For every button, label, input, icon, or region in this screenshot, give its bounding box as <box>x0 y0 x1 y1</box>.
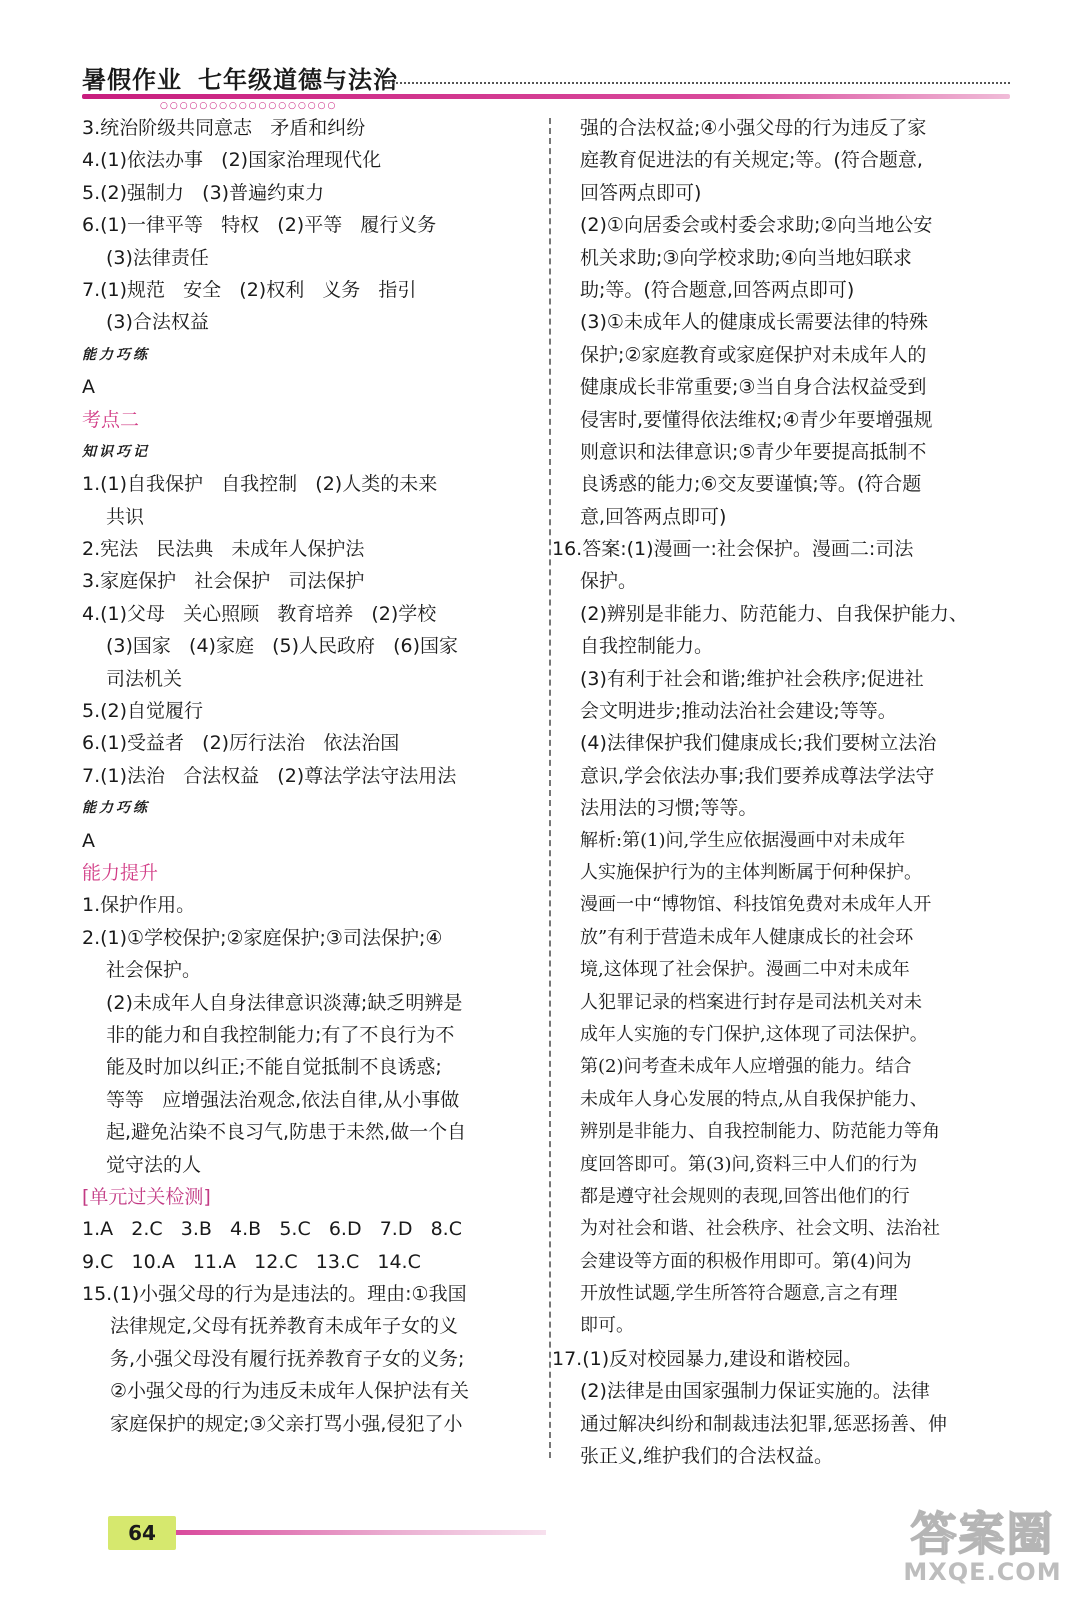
answer-line: 1.A 2.C 3.B 4.B 5.C 6.D 7.D 8.C <box>82 1218 462 1241</box>
answer-line: (3)①未成年人的健康成长需要法律的特殊 <box>580 311 928 334</box>
answer-line: 知识巧记 <box>82 443 150 460</box>
answer-line: 考点二 <box>82 408 140 431</box>
header-accent-bar <box>82 94 1010 99</box>
answer-line: 保护。 <box>580 570 638 593</box>
answer-line: 会文明进步;推动法治社会建设;等等。 <box>580 700 897 723</box>
answer-line: 17.(1)反对校园暴力,建设和谐校园。 <box>552 1347 863 1370</box>
answer-line: 强的合法权益;④小强父母的行为违反了家 <box>580 117 927 139</box>
answer-line: 能力提升 <box>82 861 159 884</box>
right-answer-column <box>552 112 1042 1472</box>
answer-line: 即可。 <box>580 1315 634 1337</box>
answer-line: (2)法律是由国家强制力保证实施的。法律 <box>580 1380 930 1403</box>
answer-line: 漫画一中“博物馆、科技馆免费对未成年人开 <box>580 894 932 916</box>
footer-accent-bar <box>176 1530 546 1535</box>
answer-line: 能及时加以纠正;不能自觉抵制不良诱惑; <box>106 1056 442 1079</box>
answer-line: 法用法的习惯;等等。 <box>580 797 758 820</box>
column-divider <box>549 118 551 1458</box>
answer-line: 7.(1)规范 安全 (2)权利 义务 指引 <box>82 278 417 301</box>
header-bead-decoration: ○○○○○○○○○○○○○○○○○○ <box>160 101 338 111</box>
answer-line: 2.(1)①学校保护;②家庭保护;③司法保护;④ <box>82 926 443 949</box>
answer-line: 司法机关 <box>106 667 183 690</box>
answer-line: (3)国家 (4)家庭 (5)人民政府 (6)国家 <box>106 635 459 658</box>
answer-line: 2.宪法 民法典 未成年人保护法 <box>82 538 365 561</box>
answer-line: 16.答案:(1)漫画一:社会保护。漫画二:司法 <box>552 538 914 561</box>
answer-line: 4.(1)父母 关心照顾 教育培养 (2)学校 <box>82 602 437 625</box>
answer-line: (4)法律保护我们健康成长;我们要树立法治 <box>580 732 937 755</box>
answer-line: 能力巧练 <box>82 346 150 363</box>
answer-line: 社会保护。 <box>106 959 202 982</box>
answer-line: ②小强父母的行为违反未成年人保护法有关 <box>110 1380 470 1403</box>
answer-line: 法律规定,父母有抚养教育未成年子女的义 <box>110 1315 459 1338</box>
answer-line: (2)①向居委会或村委会求助;②向当地公安 <box>580 214 933 237</box>
answer-line: 1.保护作用。 <box>82 894 196 917</box>
answer-line: 9.C 10.A 11.A 12.C 13.C 14.C <box>82 1250 421 1273</box>
answer-line: [单元过关检测] <box>82 1185 211 1208</box>
answer-line: (3)法律责任 <box>106 246 209 269</box>
answer-line: 4.(1)依法办事 (2)国家治理现代化 <box>82 149 382 172</box>
answer-line: 会建设等方面的积极作用即可。第(4)问为 <box>580 1250 912 1272</box>
answer-line: 家庭保护的规定;③父亲打骂小强,侵犯了小 <box>110 1412 463 1435</box>
watermark-logo-text: 答案圈 <box>910 1507 1055 1561</box>
answer-line: 意识,学会依法办事;我们要养成尊法学法守 <box>580 764 935 787</box>
answer-line: 开放性试题,学生所答符合题意,言之有理 <box>580 1283 898 1305</box>
answer-line: 3.统治阶级共同意志 矛盾和纠纷 <box>82 117 366 139</box>
answer-line: 机关求助;③向学校求助;④向当地妇联求 <box>580 246 912 269</box>
answer-line: A <box>82 829 95 852</box>
answer-line: 15.(1)小强父母的行为是违法的。理由:①我国 <box>82 1283 467 1306</box>
answer-line: 1.(1)自我保护 自我控制 (2)人类的未来 <box>82 473 438 496</box>
answer-line: 3.家庭保护 社会保护 司法保护 <box>82 570 365 593</box>
answer-line: 放”有利于营造未成年人健康成长的社会环 <box>580 926 914 948</box>
answer-line: 则意识和法律意识;⑤青少年要提高抵制不 <box>580 440 927 463</box>
watermark-logo <box>895 1507 1070 1590</box>
answer-line: (2)辨别是非能力、防范能力、自我保护能力、 <box>580 602 968 625</box>
answer-line: (2)未成年人自身法律意识淡薄;缺乏明辨是 <box>106 991 463 1014</box>
answer-line: 务,小强父母没有履行抚养教育子女的义务; <box>110 1347 465 1370</box>
page-number: 64 <box>108 1516 176 1550</box>
answer-line: 人犯罪记录的档案进行封存是司法机关对未 <box>580 991 922 1013</box>
answer-line: 7.(1)法治 合法权益 (2)尊法学法守法用法 <box>82 764 457 787</box>
answer-line: 自我控制能力。 <box>580 635 714 658</box>
answer-line: 6.(1)一律平等 特权 (2)平等 履行义务 <box>82 214 437 237</box>
answer-line: A <box>82 376 95 399</box>
answer-line: (3)有利于社会和谐;维护社会秩序;促进社 <box>580 667 924 690</box>
answer-line: 回答两点即可) <box>580 181 702 204</box>
header-dotted-rule <box>385 82 1010 84</box>
answer-line: 健康成长非常重要;③当自身合法权益受到 <box>580 376 927 399</box>
answer-line: 庭教育促进法的有关规定;等。(符合题意, <box>580 149 923 172</box>
answer-line: 5.(2)自觉履行 <box>82 700 204 723</box>
answer-line: 人实施保护行为的主体判断属于何种保护。 <box>580 861 922 883</box>
answer-line: 为对社会和谐、社会秩序、社会文明、法治社 <box>580 1218 940 1240</box>
answer-line: 能力巧练 <box>82 800 150 817</box>
answer-line: (3)合法权益 <box>106 311 209 334</box>
answer-line: 共识 <box>106 505 145 528</box>
page-header-title <box>82 60 398 95</box>
answer-line: 张正义,维护我们的合法权益。 <box>580 1445 834 1468</box>
header-subject-name: 七年级道德与法治 <box>198 66 398 94</box>
header-series-name: 暑假作业 <box>82 66 182 94</box>
answer-line: 境,这体现了社会保护。漫画二中对未成年 <box>580 959 910 981</box>
answer-line: 良诱惑的能力;⑥交友要谨慎;等。(符合题 <box>580 473 922 496</box>
answer-line: 助;等。(符合题意,回答两点即可) <box>580 278 855 301</box>
answer-line: 未成年人身心发展的特点,从自我保护能力、 <box>580 1088 928 1110</box>
answer-line: 侵害时,要懂得依法维权;④青少年要增强规 <box>580 408 933 431</box>
watermark-logo-url: MXQE.COM <box>903 1558 1062 1586</box>
answer-line: 解析:第(1)问,学生应依据漫画中对未成年 <box>580 829 906 851</box>
answer-line: 起,避免沾染不良习气,防患于未然,做一个自 <box>106 1121 467 1144</box>
answer-line: 觉守法的人 <box>106 1153 202 1176</box>
answer-line: 通过解决纠纷和制裁违法犯罪,惩恶扬善、伸 <box>580 1412 948 1435</box>
answer-line: 6.(1)受益者 (2)厉行法治 依法治国 <box>82 732 400 755</box>
answer-line: 非的能力和自我控制能力;有了不良行为不 <box>106 1023 455 1046</box>
answer-line: 第(2)问考查未成年人应增强的能力。结合 <box>580 1056 912 1078</box>
answer-line: 度回答即可。第(3)问,资料三中人们的行为 <box>580 1153 918 1175</box>
left-answer-column <box>82 112 544 1440</box>
answer-line: 保护;②家庭教育或家庭保护对未成年人的 <box>580 343 927 366</box>
answer-line: 辨别是非能力、自我控制能力、防范能力等角 <box>580 1121 940 1143</box>
answer-line: 成年人实施的专门保护,这体现了司法保护。 <box>580 1023 928 1045</box>
answer-line: 5.(2)强制力 (3)普遍约束力 <box>82 181 325 204</box>
answer-line: 意,回答两点即可) <box>580 505 727 528</box>
answer-line: 等等 应增强法治观念,依法自律,从小事做 <box>106 1088 460 1111</box>
answer-line: 都是遵守社会规则的表现,回答出他们的行 <box>580 1185 910 1207</box>
